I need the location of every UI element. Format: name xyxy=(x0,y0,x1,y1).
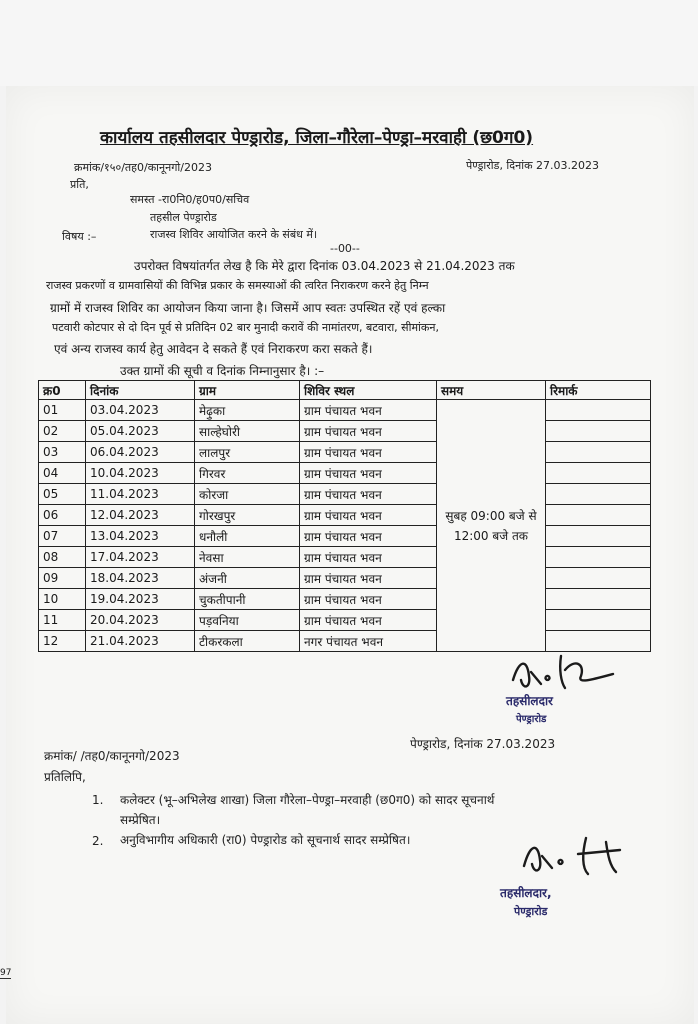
cell-time: सुबह 09:00 बजे से 12:00 बजे तक xyxy=(437,400,546,652)
cell-serial: 01 xyxy=(39,400,86,421)
cell-serial: 02 xyxy=(39,421,86,442)
table-row xyxy=(39,400,651,421)
copy-2-line-1: अनुविभागीय अधिकारी (रा0) पेण्ड्रारोड को सूचनार्थ सादर सम्प्रेषित। xyxy=(120,833,411,847)
cell-village: मेढ़ुका xyxy=(195,400,300,421)
table-row xyxy=(39,505,651,526)
table-row xyxy=(39,610,651,631)
top-margin xyxy=(0,0,698,86)
table-header-row xyxy=(39,381,651,400)
cell-date: 21.04.2023 xyxy=(86,631,195,652)
cell-remark xyxy=(546,568,651,589)
stamp-2-line-1: तहसीलदार, xyxy=(500,886,552,900)
cell-venue: ग्राम पंचायत भवन xyxy=(300,526,437,547)
col-header-serial: क्र0 xyxy=(39,381,86,400)
cell-date: 12.04.2023 xyxy=(86,505,195,526)
cell-date: 11.04.2023 xyxy=(86,484,195,505)
footer-place-date: पेण्ड्रारोड, दिनांक 27.03.2023 xyxy=(410,737,556,751)
cell-village: पड़वनिया xyxy=(195,610,300,631)
body-line-3: ग्रामों में राजस्व शिविर का आयोजन किया जाना है। जिसमें आप स्वतः उपस्थित रहें एवं हल्का xyxy=(50,301,446,315)
cell-remark xyxy=(546,547,651,568)
col-header-remark: रिमार्क xyxy=(546,381,651,400)
cell-remark xyxy=(546,484,651,505)
cell-village: साल्हेघोरी xyxy=(195,421,300,442)
cell-village: गिरवर xyxy=(195,463,300,484)
cell-date: 18.04.2023 xyxy=(86,568,195,589)
table-row xyxy=(39,631,651,652)
reference-number: क्रमांक/१५०/तह0/कानूनगो/2023 xyxy=(74,161,212,174)
table-row xyxy=(39,484,651,505)
cell-village: नेवसा xyxy=(195,547,300,568)
schedule-table xyxy=(38,380,651,652)
cell-serial: 04 xyxy=(39,463,86,484)
cell-remark xyxy=(546,442,651,463)
cell-remark xyxy=(546,631,651,652)
table-row xyxy=(39,526,651,547)
cell-venue: ग्राम पंचायत भवन xyxy=(300,568,437,589)
office-title: कार्यालय तहसीलदार पेण्ड्रारोड, जिला–गौरेला–पेण्ड्रा–मरवाही (छ0ग0) xyxy=(100,128,534,148)
signature-1 xyxy=(505,650,635,696)
copy-label: प्रतिलिपि, xyxy=(44,770,86,784)
body-line-1: उपरोक्त विषयांतर्गत लेख है कि मेरे द्वारा दिनांक 03.04.2023 से 21.04.2023 तक xyxy=(134,259,515,273)
col-header-time: समय xyxy=(437,381,546,400)
cell-venue: ग्राम पंचायत भवन xyxy=(300,547,437,568)
cell-remark xyxy=(546,610,651,631)
cell-village: गोरखपुर xyxy=(195,505,300,526)
table-row xyxy=(39,463,651,484)
separator: --00-- xyxy=(330,242,360,255)
cell-remark xyxy=(546,400,651,421)
cell-serial: 05 xyxy=(39,484,86,505)
cell-serial: 08 xyxy=(39,547,86,568)
table-row xyxy=(39,547,651,568)
addressee-line-1: समस्त -रा0नि0/ह0प0/सचिव xyxy=(130,193,250,206)
cell-venue: ग्राम पंचायत भवन xyxy=(300,589,437,610)
col-header-venue: शिविर स्थल xyxy=(300,381,437,400)
footer-reference-number: क्रमांक/ /तह0/कानूनगो/2023 xyxy=(44,749,180,763)
cell-remark xyxy=(546,589,651,610)
cell-village: टीकरकला xyxy=(195,631,300,652)
table-row xyxy=(39,589,651,610)
cell-remark xyxy=(546,421,651,442)
subject-label: विषय :– xyxy=(62,230,97,243)
list-intro: उक्त ग्रामों की सूची व दिनांक निम्नानुसार है। :– xyxy=(120,364,325,378)
cell-village: अंजनी xyxy=(195,568,300,589)
body-line-5: एवं अन्य राजस्व कार्य हेतु आवेदन दे सकते हैं एवं निराकरण करा सकते हैं। xyxy=(54,342,373,356)
copy-2-number: 2. xyxy=(92,834,104,848)
body-line-4: पटवारी कोटपार से दो दिन पूर्व से प्रतिदिन 02 बार मुनादी करावें की नामांतरण, बटवारा, सीमांकन, xyxy=(52,321,439,334)
cell-date: 10.04.2023 xyxy=(86,463,195,484)
copy-1-line-1: कलेक्टर (भू–अभिलेख शाखा) जिला गौरेला–पेण्ड्रा–मरवाही (छ0ग0) को सादर सूचनार्थ xyxy=(120,793,495,807)
table-row xyxy=(39,568,651,589)
place-date: पेण्ड्रारोड, दिनांक 27.03.2023 xyxy=(466,159,600,172)
cell-serial: 10 xyxy=(39,589,86,610)
cell-village: लालपुर xyxy=(195,442,300,463)
cell-remark xyxy=(546,505,651,526)
cell-date: 06.04.2023 xyxy=(86,442,195,463)
col-header-date: दिनांक xyxy=(86,381,195,400)
cell-venue: ग्राम पंचायत भवन xyxy=(300,463,437,484)
cell-serial: 07 xyxy=(39,526,86,547)
cell-serial: 06 xyxy=(39,505,86,526)
col-header-village: ग्राम xyxy=(195,381,300,400)
cell-serial: 11 xyxy=(39,610,86,631)
cell-date: 17.04.2023 xyxy=(86,547,195,568)
cell-venue: ग्राम पंचायत भवन xyxy=(300,484,437,505)
body-line-2: राजस्व प्रकरणों व ग्रामवासियों की विभिन्न प्रकार के समस्याओं की त्वरित निराकरण करने हेतु निम्न xyxy=(46,279,429,292)
cell-serial: 12 xyxy=(39,631,86,652)
subject-text: राजस्व शिविर आयोजित करने के संबंध में। xyxy=(150,228,318,241)
table-row xyxy=(39,442,651,463)
stamp-2-line-2: पेण्ड्रारोड xyxy=(514,905,548,918)
cell-date: 05.04.2023 xyxy=(86,421,195,442)
cell-date: 19.04.2023 xyxy=(86,589,195,610)
cell-remark xyxy=(546,526,651,547)
cell-serial: 09 xyxy=(39,568,86,589)
cell-date: 20.04.2023 xyxy=(86,610,195,631)
cell-village: चुकतीपानी xyxy=(195,589,300,610)
stamp-1-line-2: पेण्ड्रारोड xyxy=(516,714,547,725)
cell-venue: नगर पंचायत भवन xyxy=(300,631,437,652)
cell-venue: ग्राम पंचायत भवन xyxy=(300,505,437,526)
signature-2 xyxy=(516,832,666,882)
addressee-line-2: तहसील पेण्ड्रारोड xyxy=(150,211,217,224)
copy-1-number: 1. xyxy=(92,793,104,807)
cell-venue: ग्राम पंचायत भवन xyxy=(300,442,437,463)
stamp-1-line-1: तहसीलदार xyxy=(506,694,553,708)
cell-venue: ग्राम पंचायत भवन xyxy=(300,610,437,631)
cell-village: कोरजा xyxy=(195,484,300,505)
cell-venue: ग्राम पंचायत भवन xyxy=(300,421,437,442)
cell-date: 13.04.2023 xyxy=(86,526,195,547)
cell-venue: ग्राम पंचायत भवन xyxy=(300,400,437,421)
cell-village: धनौली xyxy=(195,526,300,547)
copy-1-line-2: सम्प्रेषित। xyxy=(120,813,161,827)
prati-label: प्रति, xyxy=(70,178,89,191)
cell-remark xyxy=(546,463,651,484)
cell-serial: 03 xyxy=(39,442,86,463)
edge-mark: 97 xyxy=(0,968,12,978)
table-row xyxy=(39,421,651,442)
cell-date: 03.04.2023 xyxy=(86,400,195,421)
